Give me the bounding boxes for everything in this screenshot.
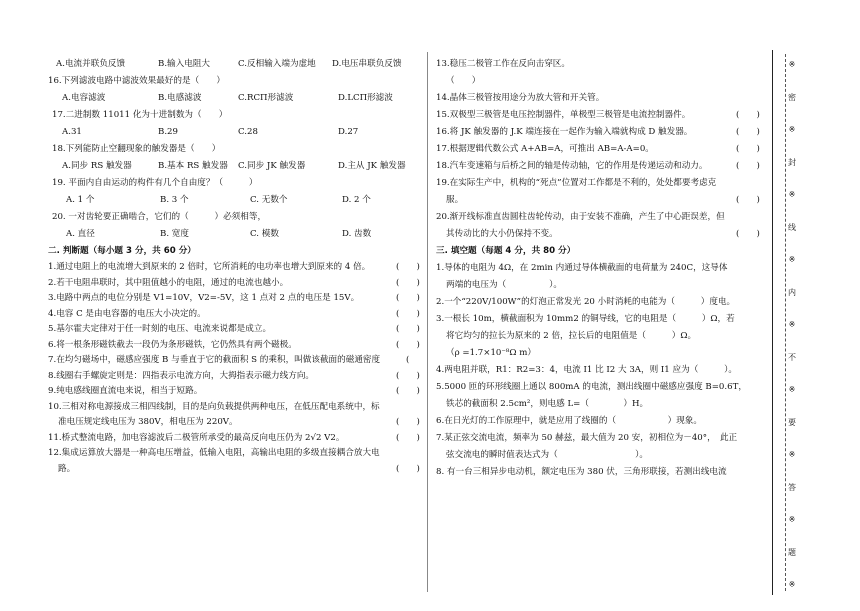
option-a: A.电容滤波	[62, 93, 106, 103]
seal-glyph: 密	[788, 92, 796, 102]
q20-options	[48, 226, 420, 243]
fill-item-1-cont: 两端的电压为（ ）。	[446, 280, 563, 290]
judge-item-15	[436, 107, 772, 124]
judge-text: 6.将一根条形磁铁截去一段仍为条形磁铁，它仍然具有两个磁极。	[48, 339, 297, 350]
answer-paren: ( )	[736, 161, 760, 171]
fill-item-8: 8. 有一台三相异步电动机，额定电压为 380 伏，三角形联接，若测出线电流	[436, 467, 727, 477]
fill-item-3-cont: 将它均匀的拉长为原来的 2 倍，拉长后的电阻值是（ ）Ω。	[446, 331, 697, 341]
seal-glyph: 答	[788, 482, 796, 492]
option-d: D. 齿数	[342, 229, 372, 239]
judge-item-17	[436, 141, 772, 158]
judge-item-20-cont	[436, 226, 772, 243]
option-b: B.基本 RS 触发器	[158, 161, 228, 171]
seal-glyph: ※	[788, 190, 796, 199]
section-2-title: 二. 判断题（每小题 3 分，共 60 分）	[48, 246, 196, 256]
judge-item-12	[48, 446, 420, 462]
option-b: B. 3 个	[160, 195, 189, 205]
judge-item-5	[48, 322, 420, 338]
seal-glyph: ※	[788, 255, 796, 264]
judge-item-7	[48, 353, 420, 369]
seal-glyph: ※	[788, 580, 796, 589]
option-c: C.28	[238, 127, 258, 137]
answer-paren: ( )	[736, 195, 760, 205]
seal-line-sidebar	[772, 50, 819, 595]
fill-item-3-note: （ρ =1.7×10⁻⁸Ω m）	[446, 348, 536, 358]
q16-stem: 16.下列滤波电路中滤波效果最好的是（ ）	[48, 76, 225, 86]
judge-text: 18.汽车变速箱与后桥之间的轴是传动轴，它的作用是传递运动和动力。	[436, 161, 708, 171]
seal-glyph: ※	[788, 125, 796, 134]
judge-item-16	[436, 124, 772, 141]
judge-text: 3.电路中两点的电位分别是 V1=10V，V2=-5V，这 1 点对 2 点的电压是 15V。	[48, 293, 360, 303]
judge-text: 15.双极型三极管是电压控制器件，单极型三极管是电流控制器件。	[436, 110, 691, 120]
answer-paren: ( )	[396, 432, 420, 443]
answer-paren: ( )	[396, 370, 420, 381]
column-divider	[427, 52, 428, 592]
option-a: A.31	[62, 127, 82, 137]
option-d: D.27	[338, 127, 359, 137]
option-a: A. 直径	[66, 229, 95, 239]
judge-item-12-cont	[48, 462, 420, 478]
judge-item-9	[48, 384, 420, 400]
judge-text: 4.电容 C 是由电容器的电压大小决定的。	[48, 308, 206, 319]
fill-item-3: 3.一根长 10m，横截面积为 10mm2 的铜导线，它的电阻是（ ）Ω，若	[436, 314, 735, 324]
answer-paren: ( )	[736, 110, 760, 120]
judge-text: 服。	[446, 195, 464, 205]
judge-text: 其传动比的大小仍保持不变。	[446, 229, 558, 239]
option-d: D.LCΠ形滤波	[338, 93, 393, 103]
fill-item-4: 4.两电阻并联，R1：R2=3：4，电流 I1 比 I2 大 3A，则 I1 应为（ ）。	[436, 365, 737, 375]
option-b: B.输入电阻大	[158, 59, 211, 69]
judge-item-11	[48, 431, 420, 447]
q20-stem: 20. 一对齿轮要正确啮合，它们的（ ）必须相等，	[52, 212, 267, 222]
judge-text: 1.通过电阻上的电流增大到原来的 2 倍时，它所消耗的电功率也增大到原来的 4 倍。	[48, 262, 371, 272]
fill-item-7: 7.某正弦交流电流，频率为 50 赫兹，最大值为 20 安，初相位为－40°， 此正	[436, 433, 738, 443]
option-d: D.主从 JK 触发器	[338, 161, 406, 171]
judge-item-19: 19.在实际生产中，机构的“死点”位置对工作都是不利的，处处都要考虑克	[436, 178, 717, 188]
judge-item-10-cont	[48, 415, 420, 431]
fill-item-7-cont: 弦交流电的瞬时值表达式为（ ）。	[446, 450, 648, 460]
seal-glyph: ※	[788, 450, 796, 459]
judge-text: 准电压规定线电压为 380V，相电压为 220V。	[58, 417, 238, 427]
q15-options	[48, 56, 420, 73]
judge-text: 9.纯电感线圈直流电来说，相当于短路。	[48, 386, 203, 396]
answer-paren: ( )	[396, 339, 420, 350]
section-3-title: 三. 填空题（每题 4 分，共 80 分）	[436, 246, 576, 256]
judge-item-14: 14.晶体三极管按用途分为放大管和开关管。	[436, 93, 605, 103]
option-b: B. 宽度	[160, 229, 189, 239]
seal-glyph: 不	[788, 352, 796, 362]
option-a: A. 1 个	[66, 195, 95, 205]
answer-paren: ( )	[396, 277, 420, 288]
judge-text: 12.集成运算放大器是一种高电压增益，低输入电阻，高输出电阻的多级直接耦合放大电	[48, 448, 380, 458]
answer-paren: ( )	[396, 463, 420, 474]
fill-item-5: 5.5000 匝的环形线圈上通以 800mA 的电流，测出线圈中磁感应强度 B=0.6T，	[436, 382, 747, 392]
answer-paren: (	[406, 355, 410, 365]
option-b: B.29	[158, 127, 178, 137]
q16-options	[48, 90, 420, 107]
seal-glyph: ※	[788, 60, 796, 69]
seal-glyph: 封	[788, 157, 796, 167]
option-a: A.同步 RS 触发器	[62, 161, 132, 171]
option-d: D.电压串联负反馈	[332, 59, 402, 69]
judge-text: 8.线圈右手螺旋定则是：四指表示电流方向，大拇指表示磁力线方向。	[48, 370, 315, 381]
judge-item-8	[48, 369, 420, 385]
option-c: C.同步 JK 触发器	[238, 161, 306, 171]
judge-item-4	[48, 307, 420, 323]
answer-paren: ( )	[736, 229, 760, 239]
q18-options	[48, 158, 420, 175]
right-column	[436, 56, 772, 481]
option-b: B.电感滤波	[158, 93, 202, 103]
judge-text: 2.若干电阻串联时，其中阻值越小的电阻，通过的电流也越小。	[48, 277, 289, 288]
option-d: D. 2 个	[342, 195, 371, 205]
answer-paren: ( )	[396, 308, 420, 319]
judge-item-13-paren: （ ）	[446, 76, 481, 86]
q17-stem: 17.二进制数 11011 化为十进制数为（ ）	[52, 110, 228, 120]
left-column	[48, 56, 420, 477]
judge-item-20: 20.渐开线标准直齿圆柱齿轮传动，由于安装不准确，产生了中心距误差，但	[436, 212, 725, 222]
seal-glyph: 题	[788, 547, 796, 557]
q19-options	[48, 192, 420, 209]
q17-options	[48, 124, 420, 141]
fill-item-5-cont: 铁芯的截面积 2.5cm²，则电感 L=（ ）H。	[446, 399, 649, 409]
seal-glyph: 线	[788, 222, 796, 232]
answer-paren: ( )	[396, 417, 420, 427]
judge-text: 10.三相对称电源接成三相四线制，目的是向负载提供两种电压，在低压配电系统中，标	[48, 401, 380, 412]
answer-paren: ( )	[736, 144, 760, 154]
judge-text: 路。	[58, 463, 76, 474]
judge-text: 7.在均匀磁场中，磁感应强度 B 与垂直于它的截面积 S 的乘积，叫做该截面的磁通密度	[48, 355, 381, 365]
option-c: C.反相输入端为虚地	[238, 59, 316, 69]
judge-item-1	[48, 260, 420, 276]
judge-item-19-cont	[436, 192, 772, 209]
fill-item-2: 2.一个“220V/100W”的灯泡正常发光 20 小时消耗的电能为（ ）度电。	[436, 297, 736, 307]
answer-paren: ( )	[396, 324, 420, 334]
answer-paren: ( )	[736, 127, 760, 137]
q19-stem: 19. 平面内自由运动的构件有几个自由度？（ ）	[52, 178, 258, 188]
option-c: C.RCΠ形滤波	[238, 93, 294, 103]
answer-paren: ( )	[396, 262, 420, 272]
judge-text: 11.桥式整流电路，加电容滤波后二极管所承受的最高反向电压仍为 2√2 V2。	[48, 432, 345, 443]
option-c: C. 模数	[250, 229, 279, 239]
judge-item-6	[48, 338, 420, 354]
seal-glyph: ※	[788, 385, 796, 394]
option-c: C. 无数个	[250, 195, 288, 205]
seal-glyph: 内	[788, 287, 796, 297]
judge-item-13: 13.稳压二极管工作在反向击穿区。	[436, 59, 570, 69]
judge-item-10	[48, 400, 420, 416]
seal-glyph: ※	[788, 515, 796, 524]
judge-item-3	[48, 291, 420, 307]
judge-text: 16.将 JK 触发器的 J.K 端连接在一起作为输入端就构成 D 触发器。	[436, 127, 693, 137]
q18-stem: 18.下列能防止空翻现象的触发器是（ ）	[52, 144, 221, 154]
fill-item-1: 1.导体的电阻为 4Ω，在 2min 内通过导体横截面的电荷量为 240C，这导体	[436, 263, 728, 273]
seal-glyph: ※	[788, 320, 796, 329]
judge-item-2	[48, 276, 420, 292]
answer-paren: ( )	[396, 386, 420, 396]
judge-item-18	[436, 158, 772, 175]
answer-paren: ( )	[396, 293, 420, 303]
option-a: A.电流并联负反馈	[56, 59, 126, 69]
judge-text: 5.基尔霍夫定律对于任一时刻的电压、电流来说都是成立。	[48, 324, 272, 334]
seal-glyph: 要	[788, 417, 796, 427]
fill-item-6: 6.在日光灯的工作原理中，就是应用了线圈的（ ）现象。	[436, 416, 703, 426]
judge-text: 17.根据逻辑代数公式 A+AB=A，可推出 AB=A-A=0。	[436, 144, 654, 154]
